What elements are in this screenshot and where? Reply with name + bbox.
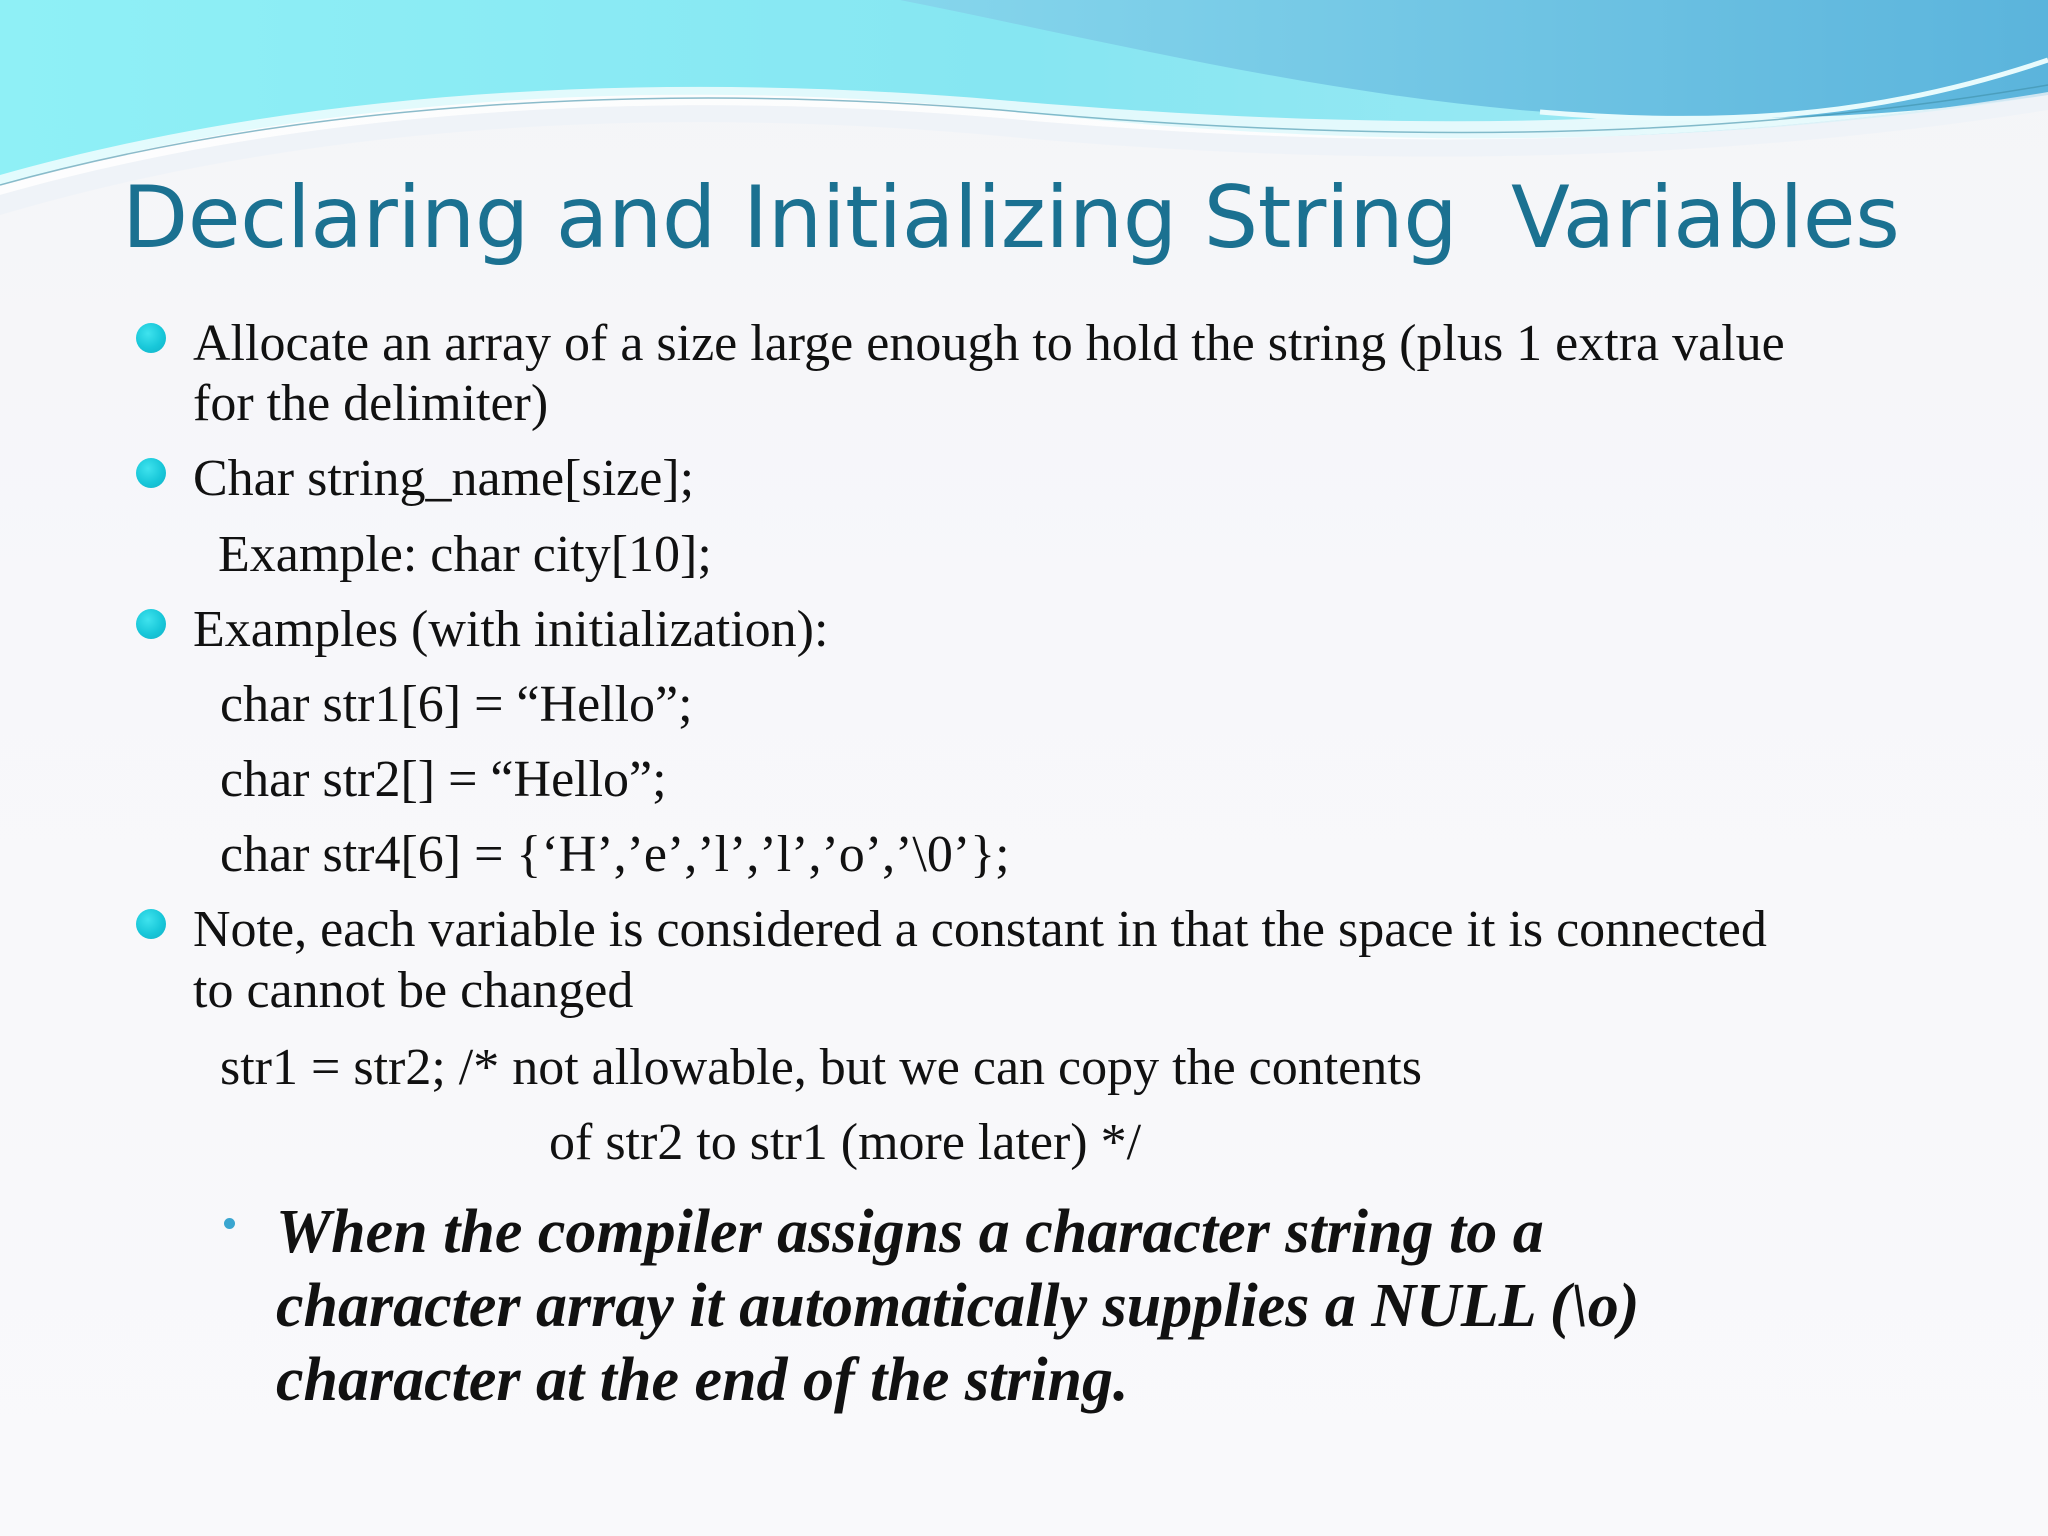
sub-bullet-dot bbox=[224, 1218, 235, 1229]
bullet-4-line-2: to cannot be changed bbox=[193, 962, 634, 1019]
bullet-3-code-1: char str1[6] = “Hello”; bbox=[220, 676, 693, 733]
bullet-3-line-1: Examples (with initialization): bbox=[193, 601, 829, 658]
bullet-4-code-2: of str2 to str1 (more later) */ bbox=[549, 1114, 1142, 1171]
sub-bullet-line-1: When the compiler assigns a character string to a bbox=[276, 1198, 1544, 1266]
bullet-3-code-3: char str4[6] = {‘H’,’e’,’l’,’l’,’o’,’\0’}; bbox=[220, 826, 1010, 883]
slide-title: Declaring and Initializing String Variables bbox=[122, 168, 1900, 268]
bullet-2-example: Example: char city[10]; bbox=[218, 526, 712, 583]
sub-bullet-line-3: character at the end of the string. bbox=[276, 1346, 1129, 1414]
bullet-4-line-1: Note, each variable is considered a constant in that the space it is connected bbox=[193, 901, 1767, 958]
bullet-dot-3 bbox=[136, 609, 166, 639]
sub-bullet-line-2: character array it automatically supplies a NULL (\o) bbox=[276, 1272, 1640, 1340]
bullet-3-code-2: char str2[] = “Hello”; bbox=[220, 751, 667, 808]
bullet-1-line-2: for the delimiter) bbox=[193, 375, 549, 432]
bullet-dot-4 bbox=[136, 909, 166, 939]
bullet-1-line-1: Allocate an array of a size large enough to hold the string (plus 1 extra value bbox=[193, 315, 1785, 372]
bullet-dot-2 bbox=[136, 458, 166, 488]
bullet-4-code-1: str1 = str2; /* not allowable, but we can copy the contents bbox=[220, 1039, 1422, 1096]
bullet-2-line-1: Char string_name[size]; bbox=[193, 450, 695, 507]
bullet-dot-1 bbox=[136, 323, 166, 353]
